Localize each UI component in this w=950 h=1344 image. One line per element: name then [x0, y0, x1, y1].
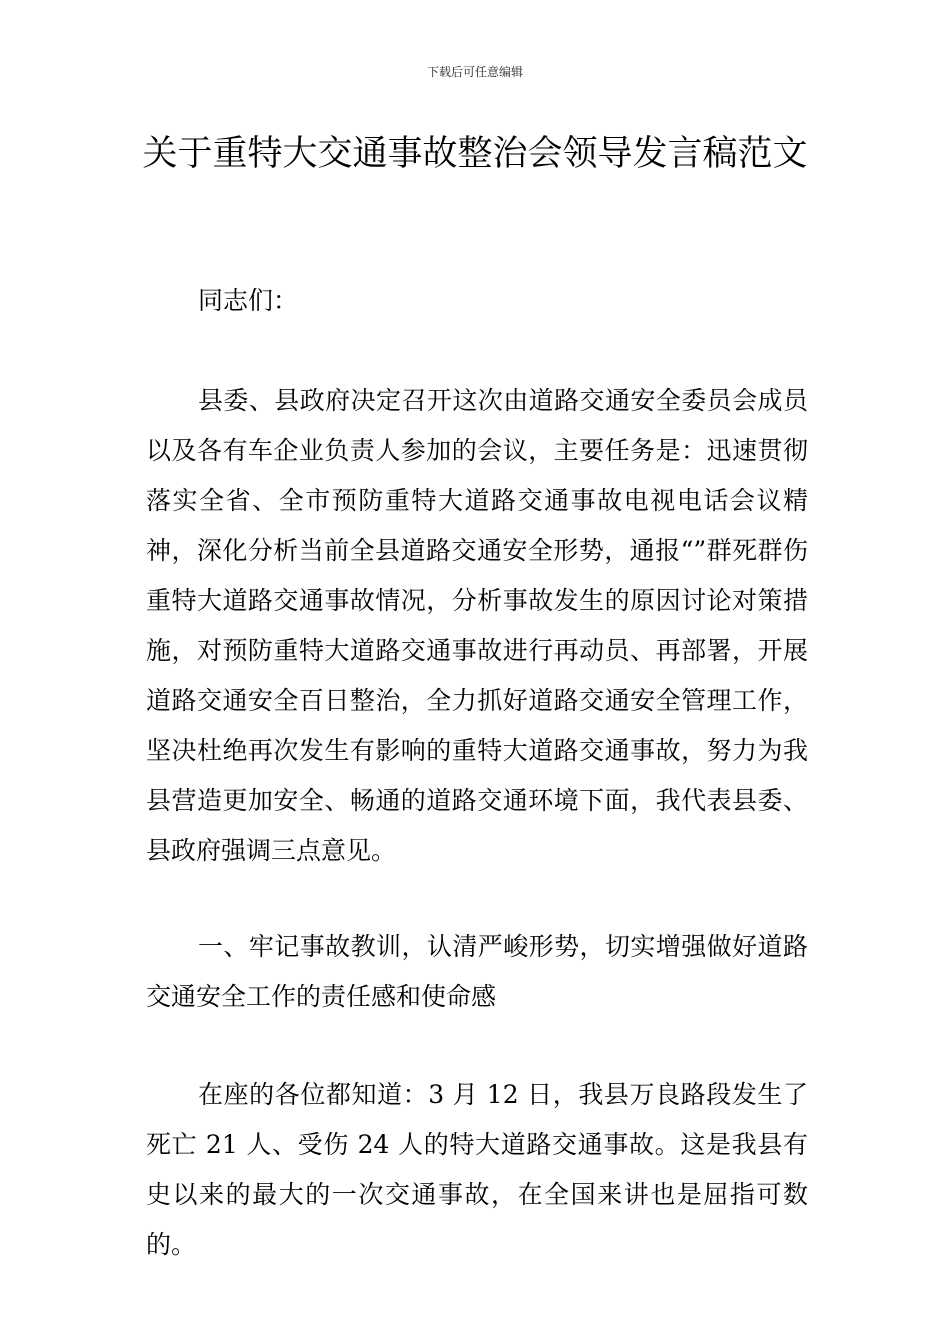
greeting-paragraph: 同志们： [198, 286, 299, 315]
header-note: 下载后可任意编辑 [426, 65, 523, 79]
document-title: 关于重特大交通事故整治会领导发言稿范文 [142, 134, 808, 174]
body-paragraph-2: 在座的各位都知道：3 月 12 日，我县万良路段发生了死亡 21 人、受伤 24 人的特大道路交通事故。这是我县有史以来的最大的一次交通事故，在全国来讲也是屈指可数的。 [146, 1080, 808, 1259]
intro-paragraph: 县委、县政府决定召开这次由道路交通安全委员会成员以及各有车企业负责人参加的会议，主要任务是：迅速贯彻落实全省、全市预防重特大道路交通事故电视电话会议精神，深化分析当前全县道路交通安全形势，通报“”群死群伤重特大道路交通事故情况，分析事故发生的原因讨论对策措施，对预防重特大道路交通事故进行再动员、再部署，开展道路交通安全百日整治，全力抓好道路交通安全管理工作，坚决杜绝再次发生有影响的重特大道路交通事故，努力为我县营造更加安全、畅通的道路交通环境下面，我代表县委、县政府强调三点意见。 [146, 386, 808, 865]
section-heading-1: 一、牢记事故教训，认清严峻形势，切实增强做好道路交通安全工作的责任感和使命感 [146, 932, 808, 1011]
